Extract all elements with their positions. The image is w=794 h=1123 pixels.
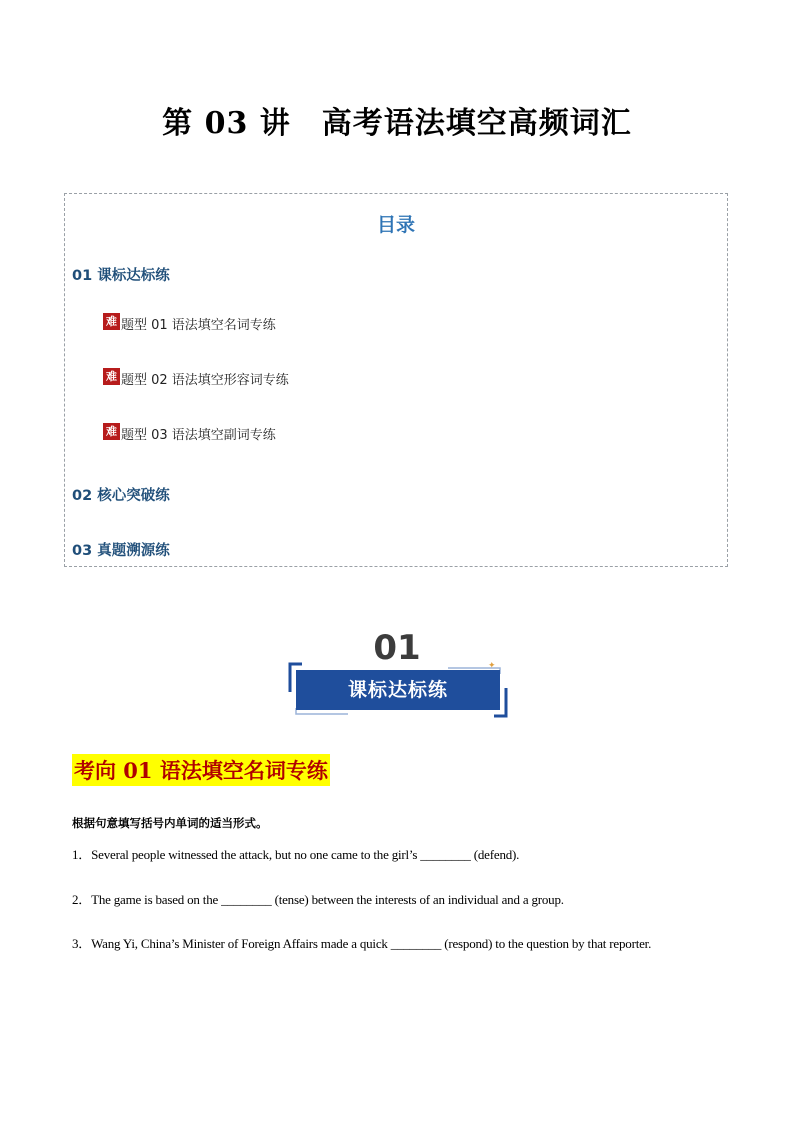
table-of-contents	[64, 193, 728, 567]
svg-text:✦: ✦	[488, 662, 496, 670]
section-number: 01	[373, 628, 421, 668]
toc-subitem-label: 题型 01 语法填空名词专练	[121, 318, 276, 333]
toc-subitem-label: 题型 03 语法填空副词专练	[121, 428, 276, 443]
section-title: 考向 01 语法填空名词专练	[72, 754, 330, 786]
toc-subitem-2[interactable]	[103, 369, 289, 388]
toc-section-2[interactable]: 02 核心突破练	[72, 488, 170, 504]
instruction-text: 根据句意填写括号内单词的适当形式。	[72, 816, 268, 830]
toc-subitem-3[interactable]	[103, 424, 276, 443]
page-title: 第 03 讲 高考语法填空高频词汇	[162, 106, 632, 141]
difficulty-badge: 难	[103, 423, 120, 440]
toc-section-3[interactable]: 03 真题溯源练	[72, 543, 170, 559]
question-2: 2．The game is based on the ________ (tense) between the interests of an individual and a group.	[72, 892, 564, 907]
difficulty-badge: 难	[103, 368, 120, 385]
question-1: 1．Several people witnessed the attack, but no one came to the girl’s ________ (defend).	[72, 847, 520, 862]
difficulty-badge: 难	[103, 313, 120, 330]
question-3: 3．Wang Yi, China’s Minister of Foreign Affairs made a quick ________ (respond) to the question by that reporter.	[72, 936, 652, 951]
section-banner: 课标达标练	[296, 670, 500, 710]
toc-subitem-1[interactable]	[103, 314, 276, 333]
toc-subitem-label: 题型 02 语法填空形容词专练	[121, 373, 289, 388]
toc-section-1[interactable]: 01 课标达标练	[72, 268, 170, 284]
toc-heading: 目录	[376, 214, 415, 236]
